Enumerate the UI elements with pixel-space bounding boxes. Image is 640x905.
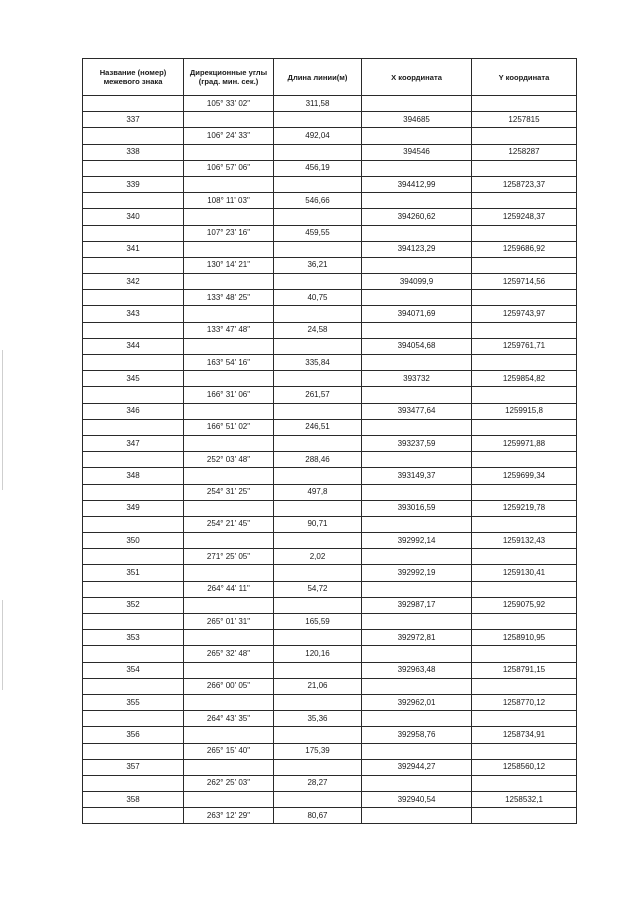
- cell-y: 1258791,15: [472, 662, 577, 678]
- cell-name: [83, 516, 184, 532]
- cell-length: 40,75: [274, 290, 362, 306]
- table-header-row: [83, 59, 577, 96]
- cell-x: [362, 355, 472, 371]
- cell-name: [83, 160, 184, 176]
- table-row: [83, 371, 577, 387]
- cell-name: 355: [83, 694, 184, 710]
- cell-y: 1258560,12: [472, 759, 577, 775]
- cell-name: [83, 678, 184, 694]
- cell-name: [83, 711, 184, 727]
- cell-y: 1259854,82: [472, 371, 577, 387]
- cell-name: [83, 581, 184, 597]
- cell-x: [362, 614, 472, 630]
- cell-y: [472, 257, 577, 273]
- cell-name: 340: [83, 209, 184, 225]
- cell-name: 349: [83, 500, 184, 516]
- table-row: [83, 533, 577, 549]
- cell-length: 546,66: [274, 193, 362, 209]
- cell-x: [362, 484, 472, 500]
- cell-name: 341: [83, 241, 184, 257]
- cell-x: 394123,29: [362, 241, 472, 257]
- cell-x: [362, 743, 472, 759]
- table-row: [83, 743, 577, 759]
- cell-y: [472, 96, 577, 112]
- cell-length: [274, 597, 362, 613]
- cell-x: 392972,81: [362, 630, 472, 646]
- cell-y: 1259743,97: [472, 306, 577, 322]
- cell-angle: [184, 630, 274, 646]
- cell-angle: [184, 112, 274, 128]
- cell-x: 392940,54: [362, 792, 472, 808]
- cell-length: [274, 241, 362, 257]
- table-row: [83, 176, 577, 192]
- cell-length: [274, 338, 362, 354]
- cell-angle: 133° 48' 25": [184, 290, 274, 306]
- cell-angle: [184, 759, 274, 775]
- cell-angle: [184, 435, 274, 451]
- cell-y: 1259714,56: [472, 274, 577, 290]
- cell-x: [362, 452, 472, 468]
- cell-length: 459,55: [274, 225, 362, 241]
- cell-length: [274, 727, 362, 743]
- table-row: [83, 792, 577, 808]
- cell-angle: 107° 23' 16": [184, 225, 274, 241]
- cell-y: 1257815: [472, 112, 577, 128]
- cell-x: [362, 225, 472, 241]
- cell-name: 343: [83, 306, 184, 322]
- cell-name: 339: [83, 176, 184, 192]
- cell-y: 1259219,78: [472, 500, 577, 516]
- cell-y: [472, 484, 577, 500]
- cell-x: 394054,68: [362, 338, 472, 354]
- cell-name: 353: [83, 630, 184, 646]
- cell-y: [472, 128, 577, 144]
- cell-y: [472, 678, 577, 694]
- cell-x: [362, 711, 472, 727]
- cell-name: [83, 743, 184, 759]
- table-row: [83, 630, 577, 646]
- cell-angle: 108° 11' 03": [184, 193, 274, 209]
- cell-y: [472, 290, 577, 306]
- table-row: [83, 581, 577, 597]
- cell-x: 394546: [362, 144, 472, 160]
- cell-angle: 254° 21' 45": [184, 516, 274, 532]
- cell-angle: 266° 00' 05": [184, 678, 274, 694]
- cell-angle: [184, 597, 274, 613]
- cell-x: [362, 96, 472, 112]
- table-row: [83, 225, 577, 241]
- cell-y: 1259686,92: [472, 241, 577, 257]
- cell-y: 1259248,37: [472, 209, 577, 225]
- table-row: [83, 274, 577, 290]
- cell-name: 350: [83, 533, 184, 549]
- cell-name: 358: [83, 792, 184, 808]
- cell-y: 1258910,95: [472, 630, 577, 646]
- cell-length: 492,04: [274, 128, 362, 144]
- table-row: [83, 257, 577, 273]
- cell-name: [83, 452, 184, 468]
- cell-name: 337: [83, 112, 184, 128]
- cell-length: 35,36: [274, 711, 362, 727]
- table-row: [83, 306, 577, 322]
- header-name: Название (номер) межевого знака: [83, 59, 184, 96]
- cell-y: [472, 581, 577, 597]
- cell-name: 345: [83, 371, 184, 387]
- cell-y: 1259915,8: [472, 403, 577, 419]
- cell-name: [83, 484, 184, 500]
- cell-x: [362, 257, 472, 273]
- scan-edge-mark: [2, 350, 3, 490]
- cell-name: [83, 387, 184, 403]
- cell-angle: 265° 01' 31": [184, 614, 274, 630]
- cell-angle: [184, 209, 274, 225]
- table-row: [83, 808, 577, 824]
- cell-angle: [184, 565, 274, 581]
- cell-length: [274, 662, 362, 678]
- cell-x: 392992,19: [362, 565, 472, 581]
- cell-length: 2,02: [274, 549, 362, 565]
- cell-length: 28,27: [274, 775, 362, 791]
- cell-length: [274, 694, 362, 710]
- table-row: [83, 322, 577, 338]
- cell-length: [274, 209, 362, 225]
- cell-x: 392958,76: [362, 727, 472, 743]
- cell-length: 165,59: [274, 614, 362, 630]
- cell-angle: [184, 338, 274, 354]
- cell-length: 335,84: [274, 355, 362, 371]
- table-row: [83, 694, 577, 710]
- cell-length: 120,16: [274, 646, 362, 662]
- table-row: [83, 727, 577, 743]
- header-y: Y координата: [472, 59, 577, 96]
- cell-x: [362, 128, 472, 144]
- cell-x: [362, 193, 472, 209]
- cell-y: [472, 516, 577, 532]
- cell-length: 175,39: [274, 743, 362, 759]
- cell-length: [274, 403, 362, 419]
- header-x: X координата: [362, 59, 472, 96]
- cell-length: 24,58: [274, 322, 362, 338]
- cell-name: [83, 322, 184, 338]
- cell-y: 1258770,12: [472, 694, 577, 710]
- cell-x: [362, 808, 472, 824]
- cell-angle: 163° 54' 16": [184, 355, 274, 371]
- cell-angle: 262° 25' 03": [184, 775, 274, 791]
- cell-x: 394099,9: [362, 274, 472, 290]
- cell-y: 1258723,37: [472, 176, 577, 192]
- cell-x: 392992,14: [362, 533, 472, 549]
- cell-name: [83, 355, 184, 371]
- cell-y: [472, 419, 577, 435]
- cell-name: [83, 549, 184, 565]
- cell-x: 393732: [362, 371, 472, 387]
- table-row: [83, 597, 577, 613]
- cell-length: 261,57: [274, 387, 362, 403]
- cell-length: 80,67: [274, 808, 362, 824]
- cell-name: 348: [83, 468, 184, 484]
- cell-angle: 166° 51' 02": [184, 419, 274, 435]
- cell-y: 1258734,91: [472, 727, 577, 743]
- cell-length: [274, 371, 362, 387]
- cell-x: 393016,59: [362, 500, 472, 516]
- cell-name: 338: [83, 144, 184, 160]
- cell-name: [83, 193, 184, 209]
- cell-length: [274, 306, 362, 322]
- table-row: [83, 711, 577, 727]
- cell-name: [83, 419, 184, 435]
- cell-x: 393237,59: [362, 435, 472, 451]
- cell-x: [362, 775, 472, 791]
- cell-angle: [184, 727, 274, 743]
- table-row: [83, 565, 577, 581]
- cell-y: [472, 193, 577, 209]
- cell-name: [83, 614, 184, 630]
- cell-y: [472, 355, 577, 371]
- cell-angle: [184, 533, 274, 549]
- cell-name: [83, 775, 184, 791]
- cell-length: 21,06: [274, 678, 362, 694]
- table-row: [83, 678, 577, 694]
- cell-name: 354: [83, 662, 184, 678]
- cell-y: [472, 225, 577, 241]
- cell-x: 392962,01: [362, 694, 472, 710]
- table-row: [83, 338, 577, 354]
- cell-length: 456,19: [274, 160, 362, 176]
- cell-name: [83, 808, 184, 824]
- cell-length: 54,72: [274, 581, 362, 597]
- cell-angle: [184, 241, 274, 257]
- cell-length: [274, 792, 362, 808]
- cell-x: [362, 581, 472, 597]
- cell-length: 246,51: [274, 419, 362, 435]
- table-row: [83, 452, 577, 468]
- cell-length: [274, 533, 362, 549]
- table-row: [83, 290, 577, 306]
- cell-x: 393477,64: [362, 403, 472, 419]
- header-angle: Дирекционные углы (град. мин. сек.): [184, 59, 274, 96]
- cell-x: [362, 387, 472, 403]
- cell-y: 1258287: [472, 144, 577, 160]
- cell-name: 352: [83, 597, 184, 613]
- table-row: [83, 241, 577, 257]
- cell-name: 356: [83, 727, 184, 743]
- cell-x: 394412,99: [362, 176, 472, 192]
- cell-y: [472, 549, 577, 565]
- cell-y: 1259699,34: [472, 468, 577, 484]
- cell-length: 36,21: [274, 257, 362, 273]
- cell-angle: 271° 25' 05": [184, 549, 274, 565]
- cell-angle: 133° 47' 48": [184, 322, 274, 338]
- cell-length: [274, 759, 362, 775]
- cell-name: 357: [83, 759, 184, 775]
- cell-y: [472, 387, 577, 403]
- cell-length: 90,71: [274, 516, 362, 532]
- cell-x: 393149,37: [362, 468, 472, 484]
- table-row: [83, 484, 577, 500]
- cell-name: [83, 290, 184, 306]
- cell-x: [362, 290, 472, 306]
- cell-x: 392987,17: [362, 597, 472, 613]
- cell-length: [274, 468, 362, 484]
- table-row: [83, 775, 577, 791]
- cell-y: [472, 808, 577, 824]
- scan-edge-mark: [2, 600, 3, 690]
- table-row: [83, 500, 577, 516]
- cell-y: [472, 743, 577, 759]
- cell-length: [274, 565, 362, 581]
- table-row: [83, 96, 577, 112]
- cell-angle: 265° 15' 40": [184, 743, 274, 759]
- cell-y: [472, 322, 577, 338]
- cell-x: [362, 678, 472, 694]
- cell-y: 1259130,41: [472, 565, 577, 581]
- table-row: [83, 355, 577, 371]
- cell-name: 346: [83, 403, 184, 419]
- cell-y: [472, 646, 577, 662]
- cell-y: 1258532,1: [472, 792, 577, 808]
- cell-angle: [184, 792, 274, 808]
- cell-y: [472, 711, 577, 727]
- cell-x: [362, 646, 472, 662]
- cell-length: [274, 112, 362, 128]
- coordinates-table: [82, 58, 577, 824]
- table-row: [83, 193, 577, 209]
- cell-y: [472, 160, 577, 176]
- table-row: [83, 112, 577, 128]
- cell-y: [472, 614, 577, 630]
- cell-angle: [184, 306, 274, 322]
- cell-angle: 264° 43' 35": [184, 711, 274, 727]
- cell-angle: [184, 371, 274, 387]
- cell-name: 347: [83, 435, 184, 451]
- table-row: [83, 128, 577, 144]
- table-row: [83, 209, 577, 225]
- cell-length: [274, 630, 362, 646]
- cell-x: [362, 160, 472, 176]
- cell-angle: 166° 31' 06": [184, 387, 274, 403]
- cell-length: [274, 176, 362, 192]
- cell-name: [83, 96, 184, 112]
- cell-x: [362, 322, 472, 338]
- cell-angle: 106° 57' 06": [184, 160, 274, 176]
- cell-angle: [184, 500, 274, 516]
- cell-angle: [184, 403, 274, 419]
- cell-angle: [184, 662, 274, 678]
- cell-x: 392944,27: [362, 759, 472, 775]
- table-row: [83, 468, 577, 484]
- cell-length: [274, 144, 362, 160]
- table-body: [83, 96, 577, 824]
- cell-length: [274, 435, 362, 451]
- cell-length: 311,58: [274, 96, 362, 112]
- table-row: [83, 160, 577, 176]
- cell-angle: 106° 24' 33": [184, 128, 274, 144]
- cell-name: [83, 225, 184, 241]
- cell-name: [83, 128, 184, 144]
- cell-x: 394071,69: [362, 306, 472, 322]
- cell-angle: 130° 14' 21": [184, 257, 274, 273]
- cell-angle: [184, 144, 274, 160]
- cell-name: 344: [83, 338, 184, 354]
- cell-angle: 264° 44' 11": [184, 581, 274, 597]
- cell-angle: [184, 274, 274, 290]
- table-row: [83, 549, 577, 565]
- table-row: [83, 387, 577, 403]
- table-row: [83, 403, 577, 419]
- table-row: [83, 759, 577, 775]
- cell-y: 1259761,71: [472, 338, 577, 354]
- cell-y: [472, 775, 577, 791]
- table-row: [83, 646, 577, 662]
- table-row: [83, 419, 577, 435]
- cell-name: [83, 257, 184, 273]
- cell-name: 351: [83, 565, 184, 581]
- table-row: [83, 144, 577, 160]
- cell-angle: [184, 694, 274, 710]
- table-row: [83, 662, 577, 678]
- cell-y: 1259971,88: [472, 435, 577, 451]
- table-row: [83, 435, 577, 451]
- table-row: [83, 516, 577, 532]
- cell-y: 1259075,92: [472, 597, 577, 613]
- cell-length: 288,46: [274, 452, 362, 468]
- cell-y: 1259132,43: [472, 533, 577, 549]
- cell-angle: [184, 468, 274, 484]
- cell-length: [274, 274, 362, 290]
- cell-x: 394685: [362, 112, 472, 128]
- cell-angle: [184, 176, 274, 192]
- cell-name: 342: [83, 274, 184, 290]
- cell-x: [362, 419, 472, 435]
- cell-length: [274, 500, 362, 516]
- table-row: [83, 614, 577, 630]
- cell-x: 394260,62: [362, 209, 472, 225]
- cell-angle: 265° 32' 48": [184, 646, 274, 662]
- cell-name: [83, 646, 184, 662]
- cell-angle: 254° 31' 25": [184, 484, 274, 500]
- cell-length: 497,8: [274, 484, 362, 500]
- cell-x: [362, 549, 472, 565]
- cell-x: 392963,48: [362, 662, 472, 678]
- cell-angle: 263° 12' 29": [184, 808, 274, 824]
- cell-y: [472, 452, 577, 468]
- cell-angle: 252° 03' 48": [184, 452, 274, 468]
- header-length: Длина линии(м): [274, 59, 362, 96]
- cell-x: [362, 516, 472, 532]
- cell-angle: 105° 33' 02": [184, 96, 274, 112]
